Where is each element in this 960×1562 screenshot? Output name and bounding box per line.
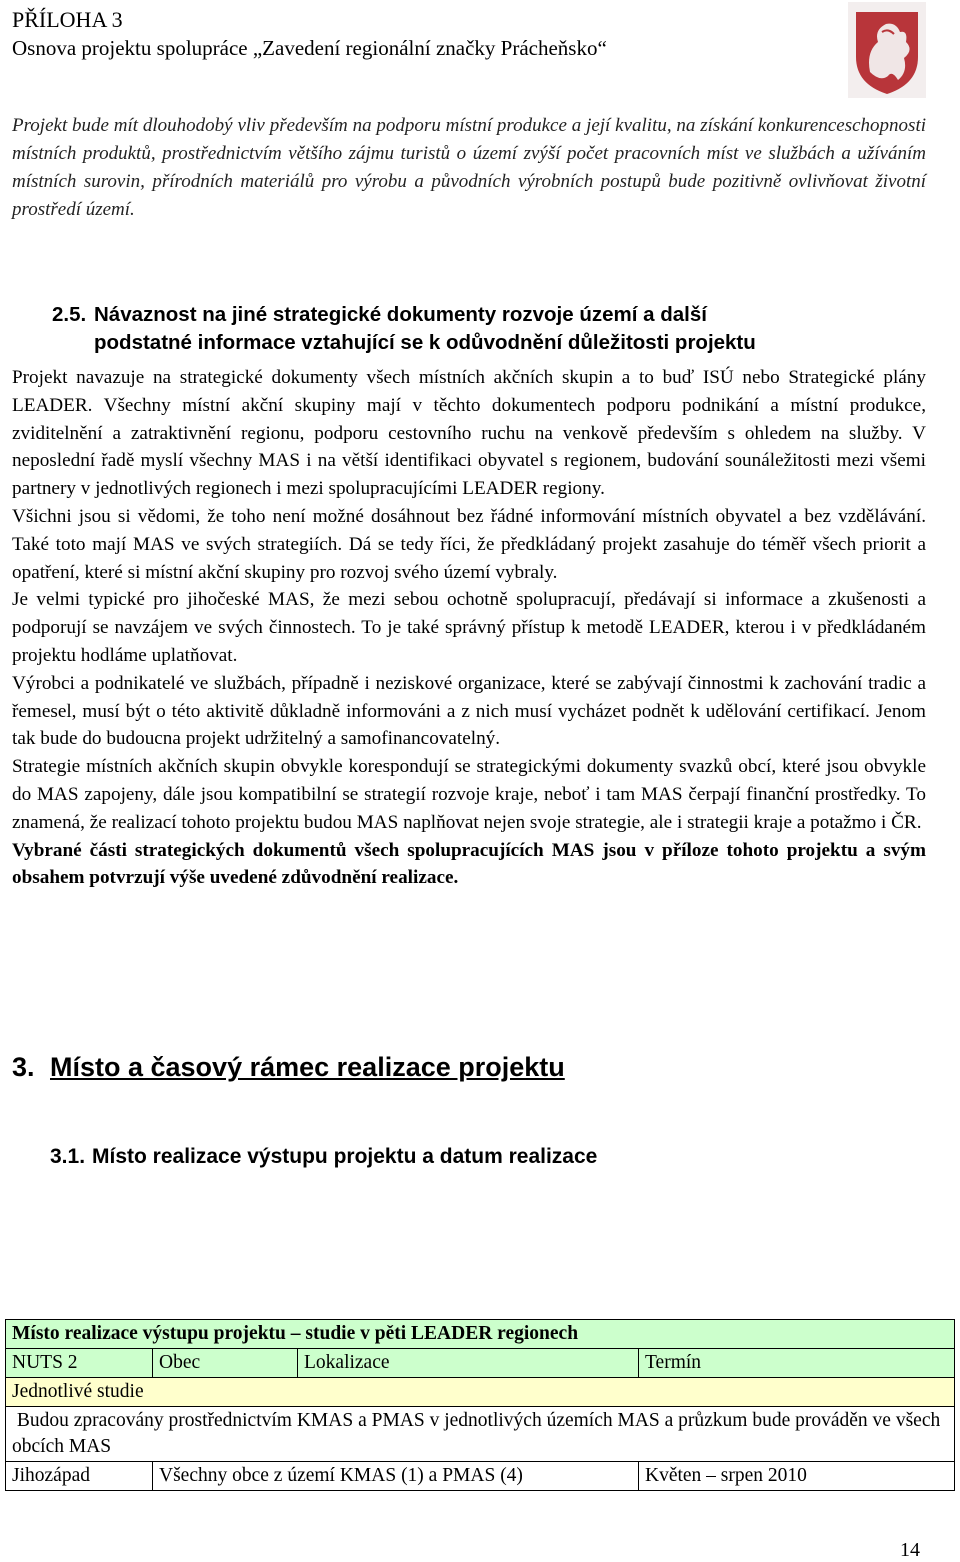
body-paragraph: Všichni jsou si vědomi, že toho není možné dosáhnout bez řádné informování místních obyvatel a bez vzdělávání. Také toto mají MAS ve svých strategiích. Dá se tedy říci, že předkládaný projekt zasahuje do téměř všech priorit a opatření, které si místní akční skupiny pro rozvoj svého území vybraly.	[12, 505, 926, 583]
body-paragraph: Výrobci a podnikatelé ve službách, případně i neziskové organizace, které se zabývají činnostmi k zachování tradic a řemesel, musí být o této aktivitě důkladně informováni a z nich musí vycházet podnět k udělování certifikací. Jenom tak bude do budoucna projekt udržitelný a samofinancovatelný.	[12, 672, 926, 750]
appendix-label: PŘÍLOHA 3	[12, 7, 123, 32]
section-number: 3.1.	[50, 1145, 86, 1168]
body-paragraph: Je velmi typické pro jihočeské MAS, že mezi sebou ochotně spolupracují, předávají si informace a zkušenosti a podporují se navzájem ve svých činnostech. To je také správný přístup k metodě LEADER, kterou i v předkládaném projektu hodláme uplatňovat.	[12, 589, 926, 666]
table-header-cell: Termín	[639, 1349, 955, 1378]
table-cell: Květen – srpen 2010	[639, 1462, 955, 1491]
table-header-cell: NUTS 2	[6, 1349, 153, 1378]
section-number: 3.	[12, 1052, 35, 1082]
section-2-5-heading	[52, 301, 932, 357]
location-table	[5, 1319, 955, 1491]
table-cell: Jihozápad	[6, 1462, 153, 1491]
section-title-line2: podstatné informace vztahující se k odůvodnění důležitosti projektu	[94, 331, 756, 354]
table-cell: Všechny obce z území KMAS (1) a PMAS (4)	[153, 1462, 639, 1491]
page-header	[12, 6, 607, 62]
table-description: Budou zpracovány prostřednictvím KMAS a PMAS v jednotlivých územích MAS a průzkum bude prováděn ve všech obcích MAS	[6, 1407, 955, 1462]
table-subtitle: Jednotlivé studie	[6, 1378, 955, 1407]
page-number: 14	[900, 1539, 920, 1561]
section-number: 2.5.	[52, 303, 87, 326]
document-title: Osnova projektu spolupráce „Zavedení regionální značky Prácheňsko“	[12, 36, 607, 60]
table-header-cell: Obec	[153, 1349, 298, 1378]
table-title: Místo realizace výstupu projektu – studie v pěti LEADER regionech	[6, 1320, 955, 1349]
section-title-line1: Návaznost na jiné strategické dokumenty rozvoje území a další	[94, 303, 707, 326]
body-paragraph: Projekt navazuje na strategické dokumenty všech místních akčních skupin a to buď ISÚ nebo Strategické plány LEADER. Všechny místní akční skupiny mají v těchto dokumentech podporu podnikání a místní produkce, zviditelnění a zatraktivnění regionu, podporu cestovního ruchu na venkově především s ohledem na služby. V neposlední řadě myslí všechny MAS i na větší identifikaci obyvatel s regionem, budování sounáležitosti mezi všemi partnery v jednotlivých regionech i mezi spolupracujícími LEADER regiony.	[12, 367, 926, 500]
table-header-cell: Lokalizace	[298, 1349, 639, 1378]
section-title: Místo a časový rámec realizace projektu	[50, 1052, 565, 1082]
intro-paragraph: Projekt bude mít dlouhodobý vliv především na podporu místní produkce a její kvalitu, na získání konkurenceschopnosti místních produktů, prostřednictvím většího zájmu turistů o území zvýší počet pracovních míst ve službách a užíváním místních surovin, přírodních materiálů pro výrobu a původních výrobních postupů bude pozitivně ovlivňovat životní prostředí území.	[12, 115, 926, 220]
section-3-1-heading	[50, 1145, 597, 1169]
body-paragraph: Strategie místních akčních skupin obvykle korespondují se strategickými dokumenty svazků obcí, které jsou obvykle do MAS zapojeny, dále jsou kompatibilní se strategií rozvoje kraje, neboť i tam MAS čerpají finanční prostředky. To znamená, že realizací tohoto projektu budou MAS naplňovat nejen svoje strategie, ale i strategii kraje a potažmo i ČR.	[12, 756, 926, 833]
regional-brand-logo	[848, 2, 926, 98]
section-3-heading	[12, 1052, 565, 1083]
section-title: Místo realizace výstupu projektu a datum realizace	[92, 1145, 598, 1168]
bold-paragraph: Vybrané části strategických dokumentů všech spolupracujících MAS jsou v příloze tohoto projektu a svým obsahem potvrzují výše uvedené zdůvodnění realizace.	[12, 839, 926, 889]
section-2-5-body	[12, 364, 926, 892]
